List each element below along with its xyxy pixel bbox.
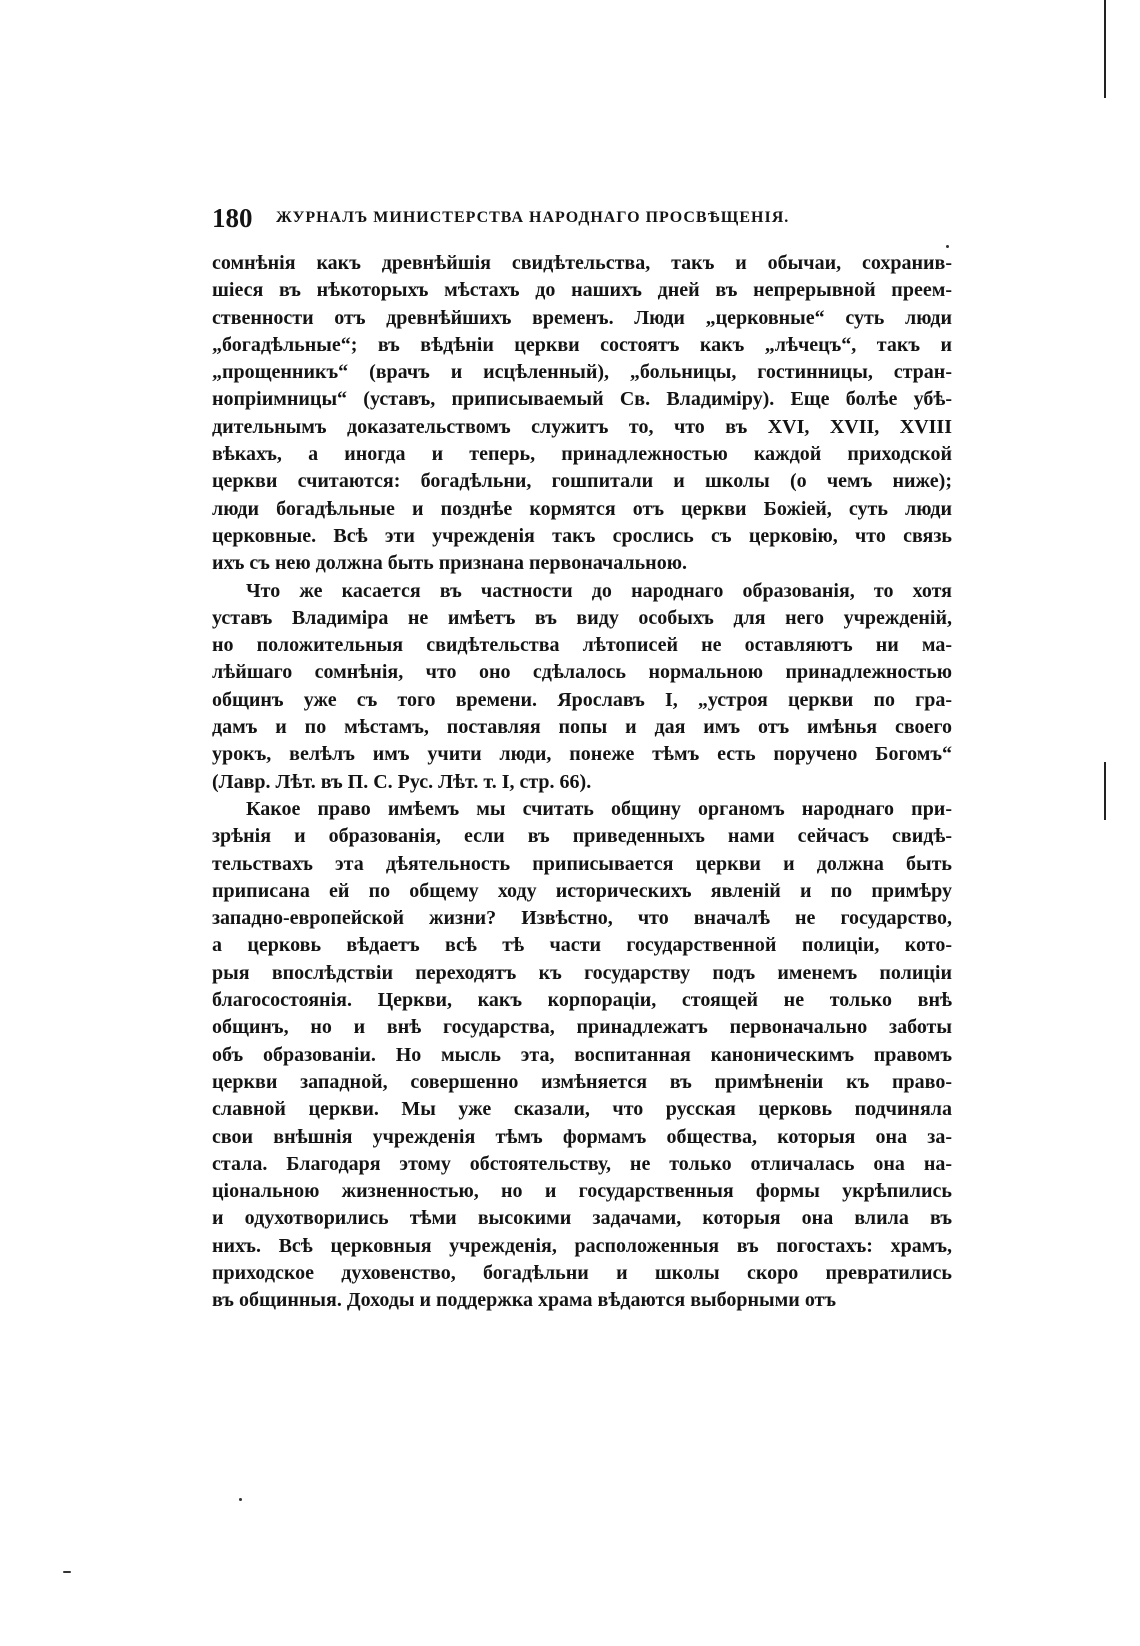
text-line: западно-европейской жизни? Извѣстно, что вначалѣ не государство, (212, 907, 952, 930)
text-line: ціональною жизненностью, но и государственныя формы укрѣпились (212, 1180, 952, 1203)
text-line: вѣкахъ, а иногда и теперь, принадлежностью каждой приходской (212, 443, 952, 466)
text-line: тельствахъ эта дѣятельность приписывается церкви и должна быть (212, 852, 952, 875)
text-line: и одухотворились тѣми высокими задачами, которыя она влила въ (212, 1207, 952, 1230)
text-line: рыя впослѣдствіи переходятъ къ государству подъ именемъ полиціи (212, 961, 952, 984)
text-line: приписана ей по общему ходу историческихъ явленій и по примѣру (212, 879, 952, 902)
text-line: свои внѣшнія учрежденія тѣмъ формамъ общества, которыя она за- (212, 1125, 952, 1148)
text-line: „богадѣльные“; въ вѣдѣніи церкви состоятъ какъ „лѣчецъ“, такъ и (212, 333, 952, 356)
margin-rule-middle (1104, 762, 1106, 820)
scan-speck (239, 1498, 242, 1501)
scan-speck (63, 1571, 71, 1573)
text-line: общинъ, но и внѣ государства, принадлежатъ первоначально заботы (212, 1016, 952, 1039)
text-line: объ образованіи. Но мысль эта, воспитанная каноническимъ правомъ (212, 1043, 952, 1066)
text-line: нихъ. Всѣ церковныя учрежденія, расположенныя въ погостахъ: храмъ, (212, 1234, 952, 1257)
text-line: ихъ съ нею должна быть признана первоначальною. (212, 552, 687, 575)
text-line: общинъ уже съ того времени. Ярославъ I, „устроя церкви по гра- (212, 688, 952, 711)
text-line: благосостоянія. Церкви, какъ корпораціи, стоящей не только внѣ (212, 989, 952, 1012)
text-line: шіеся въ нѣкоторыхъ мѣстахъ до нашихъ дней въ непрерывной преем- (212, 279, 952, 302)
text-line: дительнымъ доказательствомъ служитъ то, что въ XVI, XVII, XVIII (212, 415, 952, 438)
text-line: сомнѣнія какъ древнѣйшія свидѣтельства, такъ и обычаи, сохранив- (212, 252, 952, 274)
page-number: 180 (212, 203, 253, 233)
text-line: а церковь вѣдаетъ всѣ тѣ части государственной полиціи, кото- (212, 934, 952, 957)
text-line: Что же касается въ частности до народнаго образованія, то хотя (246, 579, 952, 602)
text-line: люди богадѣльные и позднѣе кормятся отъ церкви Божіей, суть люди (212, 497, 952, 520)
running-title: ЖУРНАЛЪ МИНИСТЕРСТВА НАРОДНАГО ПРОСВѢЩЕНІЯ. (276, 209, 790, 226)
text-line: церкви западной, совершенно измѣняется въ примѣненіи къ право- (212, 1070, 952, 1093)
text-line: „прощенникъ“ (врачъ и исцѣленный), „больницы, гостинницы, стран- (212, 361, 952, 384)
text-line: уставъ Владиміра не имѣетъ въ виду особыхъ для него учрежденій, (212, 606, 952, 629)
text-line: нопріимницы“ (уставъ, приписываемый Св. Владиміру). Еще болѣе убѣ- (212, 388, 952, 411)
text-line: стала. Благодаря этому обстоятельству, не только отличалась она на- (212, 1152, 952, 1175)
scan-speck (946, 245, 949, 248)
text-line: но положительныя свидѣтельства лѣтописей не оставляютъ ни ма- (212, 634, 952, 657)
text-line: церковные. Всѣ эти учрежденія такъ срослись съ церковію, что связь (212, 524, 952, 547)
text-line: (Лавр. Лѣт. въ П. С. Рус. Лѣт. т. I, стр. 66). (212, 770, 592, 793)
text-line: ственности отъ древнѣйшихъ временъ. Люди „церковные“ суть люди (212, 306, 952, 329)
text-line: зрѣнія и образованія, если въ приведенныхъ нами сейчасъ свидѣ- (212, 825, 952, 848)
text-line: лѣйшаго сомнѣнія, что оно сдѣлалось нормальною принадлежностью (212, 661, 952, 684)
text-line: церкви считаются: богадѣльни, гошпитали и школы (о чемъ ниже); (212, 470, 952, 493)
body-text (212, 250, 952, 1315)
text-line: въ общинныя. Доходы и поддержка храма вѣдаются выборными отъ (212, 1289, 837, 1312)
margin-rule-top (1104, 0, 1106, 98)
text-line: Какое право имѣемъ мы считать общину органомъ народнаго при- (246, 797, 952, 820)
text-line: урокъ, велѣлъ имъ учити люди, понеже тѣмъ есть поручено Богомъ“ (212, 743, 952, 766)
text-line: дамъ и по мѣстамъ, поставляя попы и дая имъ отъ имѣнья своего (212, 716, 952, 739)
text-line: славной церкви. Мы уже сказали, что русская церковь подчиняла (212, 1098, 952, 1121)
text-line: приходское духовенство, богадѣльни и школы скоро превратились (212, 1261, 952, 1284)
page-header (212, 203, 952, 233)
